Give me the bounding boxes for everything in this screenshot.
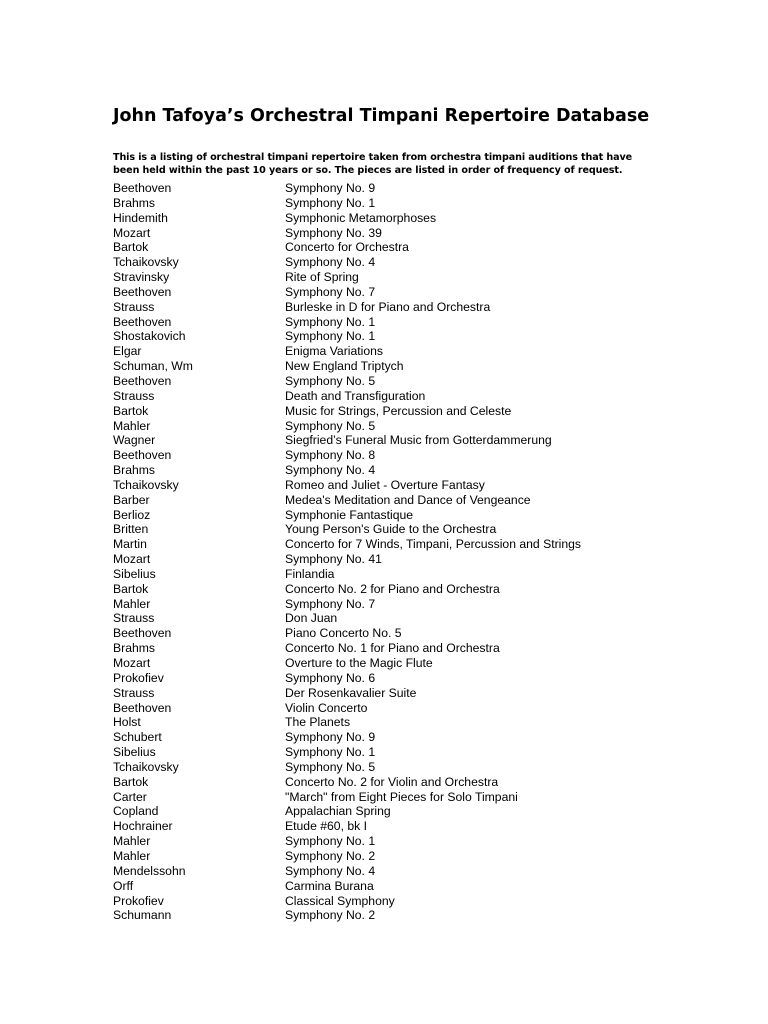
piece-title: Concerto No. 1 for Piano and Orchestra bbox=[285, 641, 500, 656]
composer-name: Schuman, Wm bbox=[113, 359, 193, 374]
repertoire-row bbox=[113, 686, 633, 701]
composer-name: Mahler bbox=[113, 848, 151, 863]
repertoire-row bbox=[113, 715, 633, 730]
repertoire-row bbox=[113, 656, 633, 671]
piece-title: Music for Strings, Percussion and Celeste bbox=[285, 403, 512, 418]
piece-title: Medea's Meditation and Dance of Vengeance bbox=[285, 492, 531, 507]
composer-name: Mozart bbox=[113, 225, 151, 240]
repertoire-row bbox=[113, 790, 633, 805]
composer-name: Beethoven bbox=[113, 284, 172, 299]
composer-name: Berlioz bbox=[113, 507, 151, 522]
piece-title: Symphony No. 4 bbox=[285, 463, 376, 478]
piece-title: Don Juan bbox=[285, 611, 338, 626]
piece-title: Concerto No. 2 for Piano and Orchestra bbox=[285, 581, 500, 596]
piece-title: Symphony No. 4 bbox=[285, 255, 376, 270]
piece-title: Siegfried’s Funeral Music from Gotterdammerung bbox=[285, 433, 552, 448]
composer-name: Barber bbox=[113, 492, 150, 507]
composer-name: Shostakovich bbox=[113, 329, 186, 344]
repertoire-row bbox=[113, 552, 633, 567]
repertoire-row bbox=[113, 849, 633, 864]
composer-name: Mahler bbox=[113, 834, 151, 849]
repertoire-row bbox=[113, 819, 633, 834]
repertoire-row bbox=[113, 329, 633, 344]
composer-name: Holst bbox=[113, 715, 141, 730]
piece-title: Symphony No. 5 bbox=[285, 373, 376, 388]
repertoire-row bbox=[113, 522, 633, 537]
repertoire-row bbox=[113, 597, 633, 612]
repertoire-row bbox=[113, 196, 633, 211]
composer-name: Britten bbox=[113, 522, 149, 537]
composer-name: Mahler bbox=[113, 418, 151, 433]
repertoire-row bbox=[113, 894, 633, 909]
piece-title: Symphony No. 1 bbox=[285, 329, 376, 344]
composer-name: Hochrainer bbox=[113, 819, 173, 834]
composer-name: Beethoven bbox=[113, 373, 172, 388]
composer-name: Strauss bbox=[113, 685, 155, 700]
repertoire-row bbox=[113, 804, 633, 819]
repertoire-row bbox=[113, 463, 633, 478]
piece-title: "March" from Eight Pieces for Solo Timpani bbox=[285, 789, 518, 804]
composer-name: Carter bbox=[113, 789, 147, 804]
composer-name: Orff bbox=[113, 878, 134, 893]
repertoire-row bbox=[113, 315, 633, 330]
composer-name: Mozart bbox=[113, 656, 151, 670]
piece-title: Symphony No. 2 bbox=[285, 848, 376, 863]
repertoire-row bbox=[113, 671, 633, 686]
piece-title: Symphony No. 1 bbox=[285, 745, 376, 760]
composer-name: Wagner bbox=[113, 433, 156, 448]
piece-title: Violin Concerto bbox=[285, 700, 368, 715]
composer-name: Schubert bbox=[113, 730, 162, 745]
repertoire-row bbox=[113, 626, 633, 641]
composer-name: Beethoven bbox=[113, 181, 172, 195]
composer-name: Bartok bbox=[113, 240, 149, 255]
repertoire-row bbox=[113, 211, 633, 226]
repertoire-row bbox=[113, 864, 633, 879]
repertoire-row bbox=[113, 285, 633, 300]
repertoire-row bbox=[113, 300, 633, 315]
repertoire-row bbox=[113, 433, 633, 448]
composer-name: Stravinsky bbox=[113, 270, 170, 285]
piece-title: Symphony No. 1 bbox=[285, 195, 376, 210]
repertoire-row bbox=[113, 419, 633, 434]
composer-name: Beethoven bbox=[113, 448, 172, 463]
piece-title: Concerto for Orchestra bbox=[285, 240, 409, 255]
piece-title: Romeo and Juliet - Overture Fantasy bbox=[285, 477, 485, 492]
piece-title: Symphony No. 6 bbox=[285, 670, 376, 685]
repertoire-row bbox=[113, 834, 633, 849]
piece-title: Finlandia bbox=[285, 566, 335, 581]
repertoire-row bbox=[113, 226, 633, 241]
composer-name: Tchaikovsky bbox=[113, 255, 179, 270]
composer-name: Bartok bbox=[113, 581, 149, 596]
repertoire-list bbox=[113, 181, 633, 923]
repertoire-row bbox=[113, 270, 633, 285]
repertoire-row bbox=[113, 478, 633, 493]
piece-title: Piano Concerto No. 5 bbox=[285, 626, 402, 641]
composer-name: Prokofiev bbox=[113, 893, 164, 908]
piece-title: The Planets bbox=[285, 715, 351, 730]
piece-title: New England Triptych bbox=[285, 359, 404, 374]
piece-title: Carmina Burana bbox=[285, 878, 374, 893]
composer-name: Brahms bbox=[113, 463, 155, 478]
intro-paragraph bbox=[113, 151, 643, 177]
composer-name: Mozart bbox=[113, 552, 151, 567]
repertoire-row bbox=[113, 537, 633, 552]
composer-name: Strauss bbox=[113, 388, 155, 403]
document-title: John Tafoya’s Orchestral Timpani Repertoire Database bbox=[113, 105, 650, 126]
composer-name: Mahler bbox=[113, 596, 151, 611]
composer-name: Hindemith bbox=[113, 210, 168, 225]
repertoire-row bbox=[113, 641, 633, 656]
composer-name: Schumann bbox=[113, 908, 172, 923]
piece-title: Symphony No. 7 bbox=[285, 284, 376, 299]
composer-name: Martin bbox=[113, 537, 147, 552]
piece-title: Rite of Spring bbox=[285, 270, 359, 285]
composer-name: Sibelius bbox=[113, 745, 156, 760]
repertoire-row bbox=[113, 404, 633, 419]
repertoire-row bbox=[113, 582, 633, 597]
piece-title: Symphony No. 41 bbox=[285, 552, 382, 567]
composer-name: Brahms bbox=[113, 195, 155, 210]
piece-title: Death and Transfiguration bbox=[285, 388, 426, 403]
repertoire-row bbox=[113, 181, 633, 196]
piece-title: Symphony No. 8 bbox=[285, 448, 376, 463]
composer-name: Brahms bbox=[113, 641, 155, 656]
piece-title: Overture to the Magic Flute bbox=[285, 656, 433, 670]
repertoire-row bbox=[113, 359, 633, 374]
piece-title: Concerto for 7 Winds, Timpani, Percussion and Strings bbox=[285, 537, 582, 552]
piece-title: Symphony No. 7 bbox=[285, 596, 376, 611]
piece-title: Symphony No. 1 bbox=[285, 834, 376, 849]
composer-name: Strauss bbox=[113, 611, 155, 626]
composer-name: Tchaikovsky bbox=[113, 759, 179, 774]
composer-name: Tchaikovsky bbox=[113, 477, 179, 492]
piece-title: Young Person's Guide to the Orchestra bbox=[285, 522, 497, 537]
intro-line: This is a listing of orchestral timpani repertoire taken from orchestra timpani auditions that have bbox=[113, 151, 633, 163]
repertoire-row bbox=[113, 508, 633, 523]
composer-name: Bartok bbox=[113, 774, 149, 789]
piece-title: Symphony No. 2 bbox=[285, 908, 376, 923]
repertoire-row bbox=[113, 745, 633, 760]
composer-name: Beethoven bbox=[113, 314, 172, 329]
piece-title: Etude #60, bk I bbox=[285, 819, 367, 834]
piece-title: Symphonie Fantastique bbox=[285, 507, 414, 522]
repertoire-row bbox=[113, 344, 633, 359]
repertoire-row bbox=[113, 611, 633, 626]
piece-title: Symphony No. 5 bbox=[285, 759, 376, 774]
repertoire-row bbox=[113, 760, 633, 775]
repertoire-row bbox=[113, 775, 633, 790]
composer-name: Strauss bbox=[113, 299, 155, 314]
piece-title: Symphonic Metamorphoses bbox=[285, 210, 437, 225]
intro-line: been held within the past 10 years or so. The pieces are listed in order of frequency of request. bbox=[113, 164, 623, 176]
repertoire-row bbox=[113, 240, 633, 255]
repertoire-row bbox=[113, 374, 633, 389]
repertoire-row bbox=[113, 255, 633, 270]
piece-title: Symphony No. 39 bbox=[285, 225, 382, 240]
repertoire-row bbox=[113, 701, 633, 716]
piece-title: Classical Symphony bbox=[285, 893, 395, 908]
composer-name: Copland bbox=[113, 804, 159, 819]
repertoire-row bbox=[113, 567, 633, 582]
repertoire-row bbox=[113, 493, 633, 508]
piece-title: Symphony No. 5 bbox=[285, 418, 376, 433]
piece-title: Der Rosenkavalier Suite bbox=[285, 685, 417, 700]
piece-title: Symphony No. 9 bbox=[285, 181, 376, 195]
piece-title: Symphony No. 9 bbox=[285, 730, 376, 745]
piece-title: Burleske in D for Piano and Orchestra bbox=[285, 299, 491, 314]
composer-name: Beethoven bbox=[113, 626, 172, 641]
composer-name: Elgar bbox=[113, 344, 142, 359]
piece-title: Symphony No. 4 bbox=[285, 863, 376, 878]
piece-title: Enigma Variations bbox=[285, 344, 383, 359]
composer-name: Mendelssohn bbox=[113, 863, 186, 878]
composer-name: Bartok bbox=[113, 403, 149, 418]
repertoire-row bbox=[113, 879, 633, 894]
composer-name: Beethoven bbox=[113, 700, 172, 715]
piece-title: Concerto No. 2 for Violin and Orchestra bbox=[285, 774, 499, 789]
repertoire-row bbox=[113, 908, 633, 923]
repertoire-row bbox=[113, 448, 633, 463]
repertoire-row bbox=[113, 389, 633, 404]
composer-name: Sibelius bbox=[113, 566, 156, 581]
piece-title: Symphony No. 1 bbox=[285, 314, 376, 329]
repertoire-row bbox=[113, 730, 633, 745]
piece-title: Appalachian Spring bbox=[285, 804, 391, 819]
composer-name: Prokofiev bbox=[113, 670, 164, 685]
